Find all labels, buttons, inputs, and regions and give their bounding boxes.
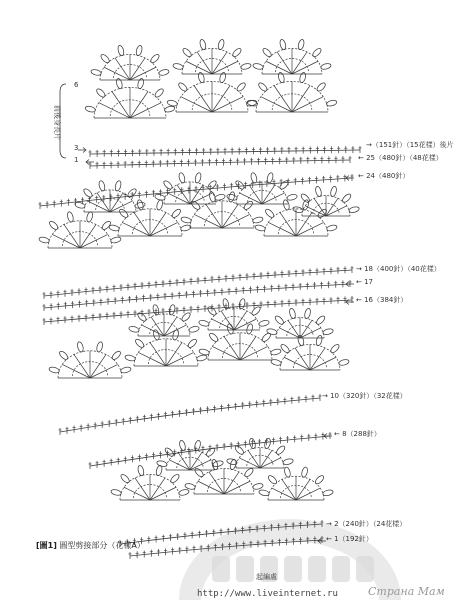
shell-petal [134, 201, 145, 209]
shell-petal [110, 489, 121, 497]
shell-spoke [240, 336, 256, 360]
shell-petal [214, 193, 225, 201]
shell-petal [289, 308, 297, 319]
shell-petal [311, 47, 322, 58]
shell-spoke [194, 214, 222, 228]
shell-petal [320, 63, 331, 71]
shell-petal [258, 319, 269, 327]
shell-petal [85, 105, 96, 113]
shell-petal [172, 329, 180, 340]
shell-motif-band2-upper [226, 172, 297, 204]
shell-petal [100, 53, 111, 64]
shell-petal [156, 199, 164, 210]
shell-spoke [99, 103, 130, 118]
shell-spoke [134, 212, 150, 236]
shell-petal [282, 199, 290, 210]
shell-petal [198, 319, 209, 327]
shell-spoke [130, 91, 148, 118]
shell-petal [330, 186, 338, 197]
shell-petal [284, 466, 292, 477]
shell-petal [274, 315, 285, 326]
shell-motifs-group [38, 39, 359, 500]
shell-petal [279, 39, 287, 50]
row-number-1: 1 [74, 156, 79, 164]
logo-letter [284, 556, 302, 582]
shell-petal [292, 206, 303, 214]
shell-spoke [90, 354, 106, 378]
shell-petal [180, 216, 191, 224]
row-arrow [78, 148, 86, 153]
row-label-1: ← 1（192針） [326, 535, 373, 543]
shell-spoke [181, 97, 212, 112]
shell-petal [326, 224, 337, 232]
shell-spoke [130, 103, 161, 118]
caption-text: 圓型剪接部分（花樣A） [59, 541, 145, 550]
shell-petal [252, 216, 263, 224]
shell-petal [178, 489, 189, 497]
shell-petal [178, 172, 186, 183]
shell-petal [194, 172, 202, 183]
shell-petal [172, 63, 183, 71]
shell-motif-band2-upper [292, 186, 360, 216]
shell-petal [315, 186, 323, 197]
row-line-17 [44, 284, 350, 308]
shell-petal [188, 325, 199, 333]
shell-petal [38, 236, 49, 244]
shell-spoke [124, 487, 150, 500]
shell-petal [199, 39, 207, 50]
shell-petal [196, 354, 207, 362]
shell-motif-band2 [180, 191, 263, 228]
shell-petal [48, 366, 59, 374]
watermark-url: http://www.liveinternet.ru [197, 589, 338, 599]
shell-spoke [296, 222, 324, 236]
shell-spoke [74, 354, 90, 378]
shell-petal [251, 305, 262, 316]
shell-petal [108, 224, 119, 232]
shell-petal [316, 81, 327, 92]
shell-spoke [130, 67, 156, 80]
shell-petal [326, 99, 337, 107]
shell-motif-band2 [108, 199, 191, 236]
shell-spoke [261, 97, 292, 112]
shell-spoke [80, 234, 108, 248]
shell-petal [58, 350, 69, 361]
row-arrows-group [78, 148, 354, 544]
shell-petal [257, 81, 268, 92]
shell-petal [194, 467, 205, 478]
shell-spoke [268, 222, 296, 236]
shell-petal [154, 193, 165, 201]
shell-spoke [212, 85, 230, 112]
shell-petal [179, 440, 187, 451]
shell-petal [300, 193, 311, 204]
shell-petal [252, 63, 263, 71]
shell-petal [264, 208, 275, 219]
shell-petal [90, 69, 101, 77]
shell-spoke [80, 224, 96, 248]
shell-motif-band3 [270, 335, 349, 370]
logo-letter [332, 556, 350, 582]
shell-motif-top-upper [90, 45, 169, 80]
shell-spoke [310, 357, 336, 370]
shell-motif-top [167, 72, 258, 112]
logo-letter [308, 556, 326, 582]
shell-petal [314, 474, 325, 485]
caption-box: [圖1] [36, 541, 57, 550]
shell-spoke [222, 214, 250, 228]
shell-petal [120, 473, 131, 484]
shell-petal [137, 465, 145, 476]
shell-petal [297, 39, 305, 50]
shell-petal [270, 359, 281, 367]
shell-petal [114, 180, 122, 191]
shell-petal [226, 193, 237, 201]
shell-petal [120, 366, 131, 374]
row-label-10: → 10（320針）（32花樣） [322, 392, 407, 400]
shell-motif-band3-upper [128, 304, 199, 336]
row-label-16: ← 16（384針） [356, 296, 408, 304]
logo-letter [212, 556, 230, 582]
shell-petal [177, 81, 188, 92]
shell-petal [96, 341, 104, 352]
shell-petal [137, 78, 145, 89]
shell-petal [254, 224, 265, 232]
shell-petal [169, 473, 180, 484]
shell-petal [341, 193, 352, 204]
shell-petal [236, 81, 247, 92]
shell-petal [252, 483, 263, 491]
shell-petal [168, 304, 176, 315]
shell-petal [154, 87, 165, 98]
shell-petal [329, 343, 340, 354]
shell-petal [74, 201, 85, 209]
row-label-24: ← 24（480針） [358, 172, 410, 180]
shell-petal [266, 172, 274, 183]
shell-petal [181, 311, 192, 322]
shell-petal [238, 298, 246, 309]
shell-petal [348, 206, 359, 214]
shell-petal [158, 69, 169, 77]
shell-spoke [292, 97, 323, 112]
shell-petal [110, 236, 121, 244]
shell-spoke [274, 85, 292, 112]
shell-spoke [112, 91, 130, 118]
shell-spoke [104, 67, 130, 80]
shell-petal [282, 458, 293, 466]
shell-petal [194, 440, 202, 451]
shell-petal [115, 78, 123, 89]
shell-petal [171, 208, 182, 219]
shell-spoke [166, 342, 182, 366]
shell-spoke [224, 336, 240, 360]
row-label-25: ← 25（480針）（48花樣） [358, 154, 443, 162]
shell-petal [243, 200, 254, 211]
shell-petal [322, 489, 333, 497]
row-label-151: →（151針）（15花樣）後片 [366, 141, 454, 149]
shell-spoke [266, 61, 292, 74]
shell-spoke [138, 352, 166, 366]
shell-petal [322, 328, 333, 336]
shell-spoke [212, 61, 238, 74]
shell-spoke [90, 364, 118, 378]
shell-petal [234, 445, 245, 456]
shell-petal [66, 211, 74, 222]
shell-motif-band3 [48, 341, 131, 378]
shell-motif-top [247, 72, 338, 112]
shell-spoke [206, 204, 222, 228]
diagram-caption [36, 540, 145, 551]
shell-petal [280, 343, 291, 354]
logo-letter [236, 556, 254, 582]
shell-petal [187, 338, 198, 349]
row-label-2: → 2（240針）（24花樣） [326, 520, 407, 528]
shell-spoke [52, 234, 80, 248]
shell-petal [48, 220, 59, 231]
shell-petal [338, 359, 349, 367]
shell-petal [111, 350, 122, 361]
shell-spoke [150, 342, 166, 366]
shell-spoke [224, 481, 250, 494]
shell-petal [164, 447, 175, 458]
shell-spoke [280, 212, 296, 236]
shell-spoke [292, 61, 318, 74]
shell-petal [258, 489, 269, 497]
shell-petal [240, 63, 251, 71]
shell-petal [219, 72, 227, 83]
shell-petal [301, 466, 309, 477]
shell-petal [315, 335, 323, 346]
shell-spoke [198, 481, 224, 494]
shell-petal [270, 348, 281, 356]
shell-petal [117, 45, 125, 56]
shell-petal [134, 338, 145, 349]
shell-motif-top-upper [172, 39, 251, 74]
shell-petal [246, 323, 254, 334]
shell-petal [135, 45, 143, 56]
shell-spoke [186, 61, 212, 74]
shell-spoke [150, 222, 178, 236]
shell-petal [128, 325, 139, 333]
shell-spoke [212, 346, 240, 360]
shell-spoke [62, 364, 90, 378]
shell-petal [286, 193, 297, 201]
shell-petal [250, 172, 258, 183]
shell-spoke [212, 97, 243, 112]
shell-petal [304, 308, 312, 319]
shell-petal [124, 354, 135, 362]
row-label-18: → 18（400針）（40花樣） [356, 265, 441, 273]
shell-spoke [240, 346, 268, 360]
row-label-17: ← 17 [356, 278, 373, 286]
shell-petal [264, 438, 272, 449]
shell-spoke [122, 222, 150, 236]
shell-spoke [64, 224, 80, 248]
shell-spoke [150, 212, 166, 236]
shell-petal [266, 328, 277, 336]
shell-motif-top-upper [252, 39, 331, 74]
row-label-8: ← 8（288針） [334, 430, 381, 438]
bottom-note: 起編處 [256, 573, 277, 581]
shell-petal [136, 199, 144, 210]
shell-spoke [194, 85, 212, 112]
shell-motif-band2 [38, 211, 121, 248]
shell-petal [208, 332, 219, 343]
row-line-25 [90, 160, 350, 166]
shell-petal [197, 72, 205, 83]
shell-petal [167, 99, 178, 107]
shell-petal [118, 208, 129, 219]
row-number-3: 3 [74, 144, 79, 152]
shell-petal [275, 445, 286, 456]
shell-petal [211, 459, 219, 470]
side-label: 前後身長片 [53, 105, 61, 140]
shell-petal [198, 348, 209, 356]
shell-petal [243, 467, 254, 478]
shell-petal [231, 47, 242, 58]
logo-letter [356, 556, 374, 582]
shell-petal [149, 53, 160, 64]
shell-petal [98, 180, 106, 191]
shell-motif-top [85, 78, 176, 118]
shell-motif-band4 [258, 466, 333, 500]
shell-motif-band3-upper [266, 308, 334, 338]
shell-petal [228, 191, 236, 202]
row-line-10 [60, 398, 320, 432]
shell-petal [86, 211, 94, 222]
watermark-brand: Страна Мам [368, 585, 445, 598]
shell-motif-band3-upper [198, 298, 269, 330]
shell-petal [262, 47, 273, 58]
shell-spoke [150, 487, 176, 500]
shell-spoke [284, 357, 310, 370]
shell-petal [212, 460, 223, 468]
shell-petal [315, 315, 326, 326]
shell-motif-band4-upper [226, 438, 294, 468]
row-number-6: 6 [74, 81, 79, 89]
shell-petal [76, 341, 84, 352]
shell-petal [217, 39, 225, 50]
shell-petal [234, 179, 245, 190]
shell-spoke [222, 204, 238, 228]
shell-petal [299, 72, 307, 83]
shell-petal [182, 47, 193, 58]
shell-petal [95, 87, 106, 98]
shell-petal [82, 187, 93, 198]
shell-petal [164, 105, 175, 113]
shell-petal [267, 474, 278, 485]
shell-spoke [166, 352, 194, 366]
shell-spoke [292, 85, 310, 112]
shell-petal [277, 72, 285, 83]
shell-motif-band2 [254, 199, 337, 236]
